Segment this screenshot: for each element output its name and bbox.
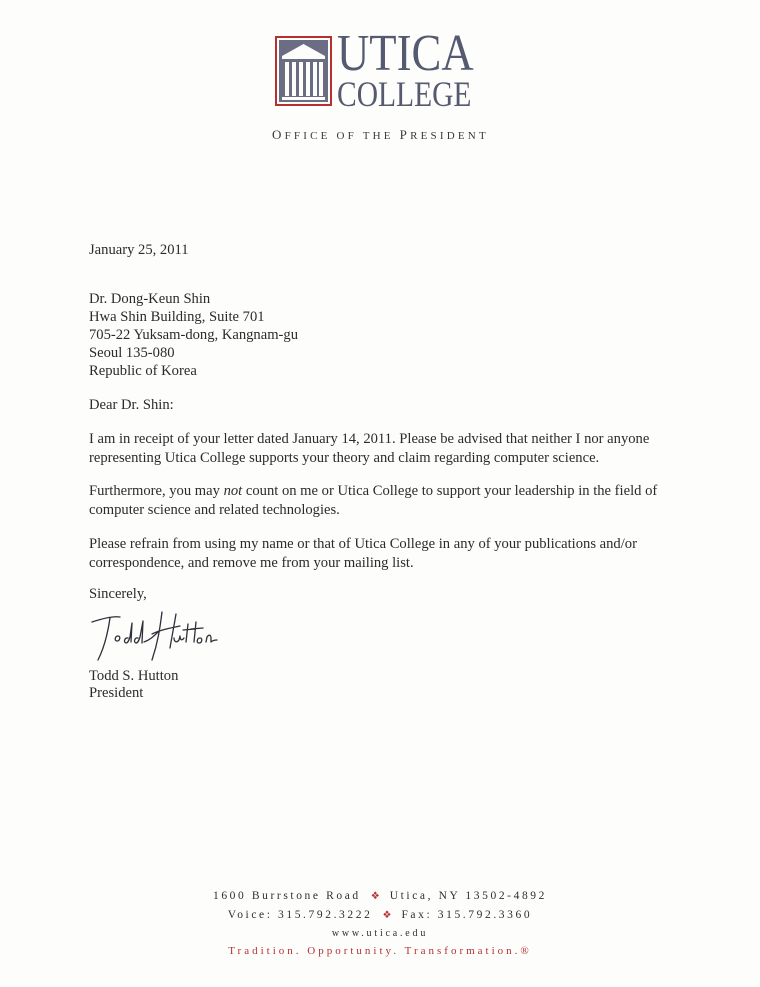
footer-city: Utica, NY 13502-4892 bbox=[389, 890, 548, 902]
office-of-the-president: OFFICE OF THE PRESIDENT bbox=[272, 127, 489, 142]
logo-name-utica: UTICA bbox=[337, 25, 474, 82]
separator-ornament-icon: ❖ bbox=[370, 891, 380, 902]
footer-phone-line bbox=[0, 909, 760, 921]
college-building-emblem-icon bbox=[275, 36, 332, 106]
footer-tagline: Tradition. Opportunity. Transformation.® bbox=[228, 945, 532, 957]
signer-title: President bbox=[89, 685, 144, 701]
recipient-name: Dr. Dong-Keun Shin bbox=[89, 291, 211, 307]
emphasis-not: not bbox=[223, 483, 243, 499]
paragraph-2: Furthermore, you may not count on me or Utica College to support your leadership in the field of computer science and related technologies. bbox=[89, 483, 658, 518]
separator-ornament-icon: ❖ bbox=[382, 910, 392, 921]
signer-block bbox=[89, 667, 178, 701]
salutation: Dear Dr. Shin: bbox=[89, 397, 174, 413]
recipient-address-line: Seoul 135-080 bbox=[89, 345, 175, 361]
recipient-address-line: 705-22 Yuksam-dong, Kangnam-gu bbox=[89, 327, 299, 343]
handwritten-signature bbox=[90, 604, 230, 662]
footer-address-line bbox=[0, 890, 760, 902]
recipient-address bbox=[89, 290, 298, 380]
recipient-country: Republic of Korea bbox=[89, 363, 197, 379]
paragraph-3: Please refrain from using my name or that of Utica College in any of your publications and/or correspondence, and remove me from your mailing list. bbox=[89, 536, 637, 571]
footer-street: 1600 Burrstone Road bbox=[212, 890, 361, 902]
signer-name: Todd S. Hutton bbox=[89, 668, 179, 684]
letter-date: January 25, 2011 bbox=[89, 242, 189, 258]
paragraph-1: I am in receipt of your letter dated January 14, 2011. Please be advised that neither I nor anyone representing Utica College supports your theory and claim regarding computer science. bbox=[89, 431, 650, 466]
utica-college-logo bbox=[275, 25, 515, 114]
footer-fax: Fax: 315.792.3360 bbox=[401, 909, 533, 921]
recipient-address-line: Hwa Shin Building, Suite 701 bbox=[89, 309, 265, 325]
closing: Sincerely, bbox=[89, 586, 147, 602]
footer-voice: Voice: 315.792.3222 bbox=[227, 909, 373, 921]
footer-website: www.utica.edu bbox=[331, 928, 429, 939]
logo-name-college: COLLEGE bbox=[337, 74, 472, 114]
